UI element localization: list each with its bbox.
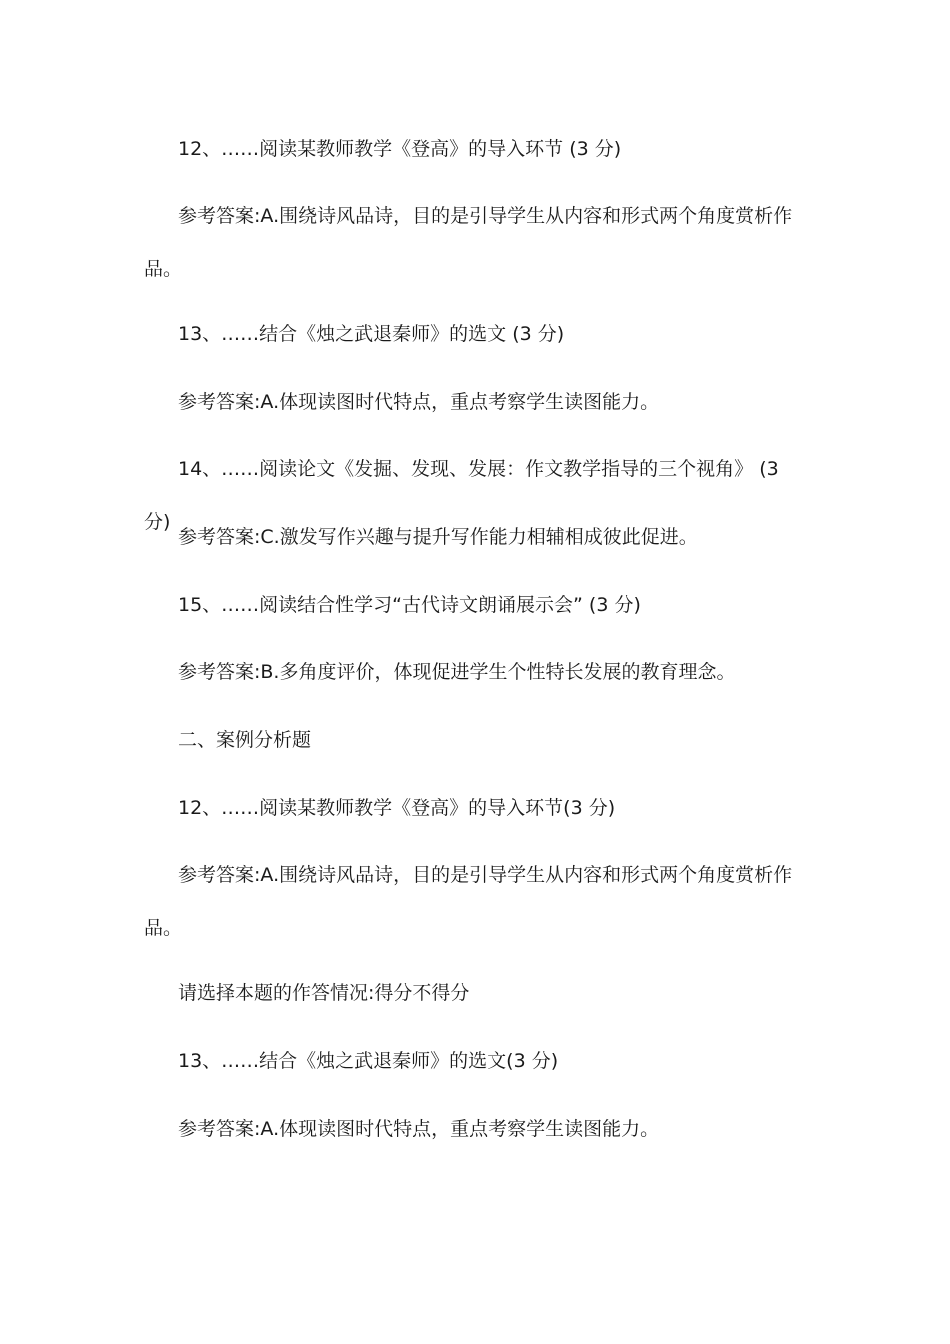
scoring-prompt: 请选择本题的作答情况:得分不得分 xyxy=(178,982,470,1004)
question-13-title: 13、……结合《烛之武退秦师》的选文 (3 分) xyxy=(178,323,565,345)
question-13-title-repeat: 13、……结合《烛之武退秦师》的选文(3 分) xyxy=(178,1050,559,1072)
question-14-title: 14、……阅读论文《发掘、发现、发展：作文教学指导的三个视角》 (3 分) xyxy=(144,458,779,533)
answer-12: 参考答案:A.围绕诗风品诗，目的是引导学生从内容和形式两个角度赏析作品。 xyxy=(144,205,793,280)
answer-14: 参考答案:C.激发写作兴趣与提升写作能力相辅相成彼此促进。 xyxy=(178,526,698,548)
answer-12-repeat: 参考答案:A.围绕诗风品诗，目的是引导学生从内容和形式两个角度赏析作品。 xyxy=(144,864,793,939)
answer-15: 参考答案:B.多角度评价，体现促进学生个性特长发展的教育理念。 xyxy=(178,661,736,683)
question-12-title-repeat: 12、……阅读某教师教学《登高》的导入环节(3 分) xyxy=(178,797,616,819)
question-15-title: 15、……阅读结合性学习“古代诗文朗诵展示会” (3 分) xyxy=(178,594,641,616)
answer-13: 参考答案:A.体现读图时代特点，重点考察学生读图能力。 xyxy=(178,391,660,413)
question-12-title: 12、……阅读某教师教学《登高》的导入环节 (3 分) xyxy=(178,138,622,160)
answer-13-repeat: 参考答案:A.体现读图时代特点，重点考察学生读图能力。 xyxy=(178,1118,660,1140)
section-heading: 二、案例分析题 xyxy=(178,729,312,751)
